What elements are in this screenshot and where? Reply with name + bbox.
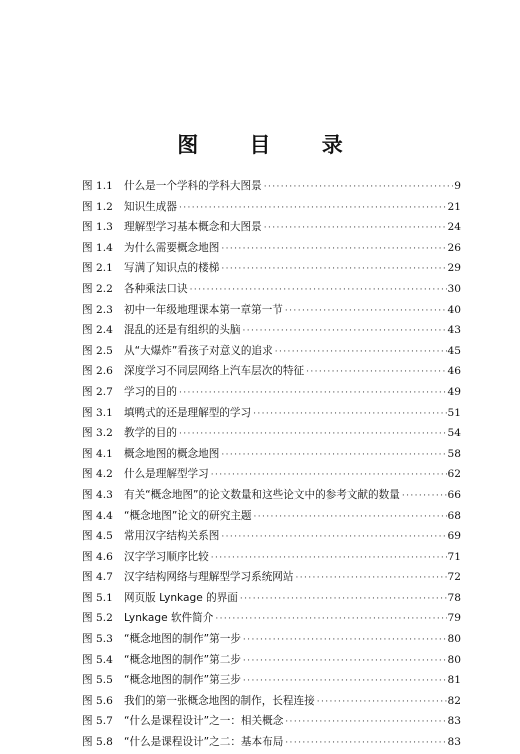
toc-entry[interactable] (82, 691, 461, 712)
page-number: 24 (447, 221, 461, 234)
page-title: 图 目 录 (177, 133, 365, 157)
figure-title: 混乱的还是有组织的头脑 (124, 324, 241, 337)
page-number: 43 (447, 324, 461, 337)
figure-number: 图 2.6 (82, 365, 113, 378)
toc-entry[interactable] (82, 341, 461, 362)
figure-number: 图 5.5 (82, 674, 113, 687)
figure-number: 图 4.1 (82, 447, 113, 460)
toc-entry[interactable] (82, 279, 461, 300)
page-number: 40 (447, 303, 461, 316)
page-number: 69 (447, 530, 461, 543)
toc-entry[interactable] (82, 300, 461, 321)
figure-title: 什么是理解型学习 (124, 468, 209, 481)
figure-title: 网页版 Lynkage 的界面 (124, 591, 238, 604)
page-number: 58 (447, 447, 461, 460)
page-number: 83 (447, 736, 461, 749)
figure-number: 图 2.3 (82, 303, 113, 316)
dot-leader (254, 507, 447, 528)
page-number: 21 (447, 200, 461, 213)
figure-number: 图 5.4 (82, 653, 113, 666)
figure-title: Lynkage 软件简介 (124, 612, 214, 625)
figure-title: “概念地图的制作”第一步 (124, 633, 241, 646)
toc-entry[interactable] (82, 361, 461, 382)
figure-number: 图 5.2 (82, 612, 113, 625)
figure-title: 各种乘法口诀 (124, 282, 188, 295)
figure-title: 知识生成器 (124, 200, 177, 213)
dot-leader (264, 218, 447, 239)
figure-title: 写满了知识点的楼梯 (124, 262, 220, 275)
dot-leader (211, 465, 447, 486)
toc-entry[interactable] (82, 732, 461, 753)
toc-entry[interactable] (82, 382, 461, 403)
toc-entry[interactable] (82, 670, 461, 691)
dot-leader (317, 692, 447, 713)
dot-leader (179, 383, 447, 404)
toc-entry[interactable] (82, 320, 461, 341)
dot-leader (243, 651, 447, 672)
dot-leader (264, 177, 454, 198)
figure-title: 填鸭式的还是理解型的学习 (124, 406, 252, 419)
figure-title: “概念地图”论文的研究主题 (124, 509, 252, 522)
figure-number: 图 4.4 (82, 509, 113, 522)
figure-title: “概念地图的制作”第三步 (124, 674, 241, 687)
toc-entry[interactable] (82, 506, 461, 527)
toc-entry[interactable] (82, 485, 461, 506)
page-number: 26 (447, 241, 461, 254)
dot-leader (243, 671, 447, 692)
page-number: 83 (447, 715, 461, 728)
figure-number: 图 5.6 (82, 694, 113, 707)
figure-title: 汉字结构网络与理解型学习系统网站 (124, 571, 294, 584)
page-number: 68 (447, 509, 461, 522)
dot-leader (296, 568, 447, 589)
page-number: 62 (447, 468, 461, 481)
dot-leader (243, 630, 447, 651)
toc-entry[interactable] (82, 444, 461, 465)
page-number: 51 (447, 406, 461, 419)
dot-leader (253, 404, 446, 425)
figure-number: 图 4.3 (82, 488, 113, 501)
toc-entry[interactable] (82, 217, 461, 238)
figure-title: 汉字学习顺序比较 (124, 550, 209, 563)
toc-entry[interactable] (82, 608, 461, 629)
dot-leader (190, 280, 447, 301)
dot-leader (306, 362, 446, 383)
toc-entry[interactable] (82, 464, 461, 485)
dot-leader (240, 589, 447, 610)
figure-title: 深度学习不同层网络上汽车层次的特征 (124, 365, 305, 378)
figure-title: 初中一年级地理课本第一章第一节 (124, 303, 283, 316)
dot-leader (402, 486, 447, 507)
toc-entry[interactable] (82, 176, 461, 197)
toc-entry[interactable] (82, 526, 461, 547)
dot-leader (221, 527, 446, 548)
figure-title: 理解型学习基本概念和大图景 (124, 221, 262, 234)
figure-number: 图 3.1 (82, 406, 113, 419)
figure-number: 图 1.1 (82, 180, 113, 192)
dot-leader (215, 609, 446, 630)
dot-leader (275, 342, 447, 363)
page-number: 72 (447, 571, 461, 584)
toc-entry[interactable] (82, 567, 461, 588)
figure-number: 图 5.3 (82, 633, 113, 646)
page-number: 82 (447, 694, 461, 707)
page-number: 81 (447, 674, 461, 687)
figure-title: 教学的目的 (124, 427, 177, 440)
toc-entry[interactable] (82, 629, 461, 650)
toc-entry[interactable] (82, 650, 461, 671)
figure-title: 从“大爆炸”看孩子对意义的追求 (124, 344, 273, 357)
figure-number: 图 3.2 (82, 427, 113, 440)
page-number: 54 (447, 427, 461, 440)
figure-number: 图 2.7 (82, 385, 113, 398)
figure-number: 图 2.2 (82, 282, 113, 295)
page-number: 45 (447, 344, 461, 357)
figure-number: 图 5.1 (82, 591, 113, 604)
page-number: 49 (447, 385, 461, 398)
dot-leader (179, 424, 447, 445)
toc-entry[interactable] (82, 547, 461, 568)
figure-title: 为什么需要概念地图 (124, 241, 220, 254)
figure-title: 我们的第一张概念地图的制作，长程连接 (124, 694, 315, 707)
toc-entry[interactable] (82, 238, 461, 259)
page-number: 80 (447, 653, 461, 666)
figure-number: 图 2.4 (82, 324, 113, 337)
dot-leader (285, 733, 446, 754)
figure-number: 图 5.7 (82, 715, 113, 728)
page-number: 80 (447, 633, 461, 646)
figure-title: 学习的目的 (124, 385, 177, 398)
figure-number: 图 4.2 (82, 468, 113, 481)
page-number: 78 (447, 591, 461, 604)
figure-list (82, 176, 461, 753)
figure-number: 图 2.1 (82, 262, 113, 275)
figure-number: 图 2.5 (82, 344, 113, 357)
figure-number: 图 4.5 (82, 530, 113, 543)
figure-title: “什么是课程设计”之二：基本布局 (124, 736, 284, 749)
figure-number: 图 4.7 (82, 571, 113, 584)
page-number: 30 (447, 282, 461, 295)
dot-leader (221, 259, 446, 280)
dot-leader (285, 301, 447, 322)
dot-leader (211, 548, 447, 569)
figure-title: 常用汉字结构关系图 (124, 530, 220, 543)
figure-title: 什么是一个学科的学科大图景 (124, 180, 262, 192)
figure-number: 图 1.2 (82, 200, 113, 213)
figure-title: 概念地图的概念地图 (124, 447, 220, 460)
figure-number: 图 5.8 (82, 736, 113, 749)
dot-leader (285, 712, 446, 733)
toc-entry[interactable] (82, 403, 461, 424)
toc-entry[interactable] (82, 197, 461, 218)
toc-entry[interactable] (82, 423, 461, 444)
figure-title: 有关“概念地图”的论文数量和这些论文中的参考文献的数量 (124, 488, 400, 501)
figure-title: “概念地图的制作”第二步 (124, 653, 241, 666)
page-number: 71 (447, 550, 461, 563)
dot-leader (243, 321, 447, 342)
page-number: 66 (447, 488, 461, 501)
page-number: 9 (454, 180, 461, 192)
page-number: 46 (447, 365, 461, 378)
dot-leader (221, 239, 446, 260)
dot-leader (221, 445, 446, 466)
dot-leader (179, 198, 447, 219)
toc-entry[interactable] (82, 588, 461, 609)
figure-number: 图 4.6 (82, 550, 113, 563)
toc-entry[interactable] (82, 258, 461, 279)
figure-title: “什么是课程设计”之一：相关概念 (124, 715, 284, 728)
toc-entry[interactable] (82, 711, 461, 732)
page-number: 79 (447, 612, 461, 625)
page-number: 29 (447, 262, 461, 275)
figure-number: 图 1.3 (82, 221, 113, 234)
figure-number: 图 1.4 (82, 241, 113, 254)
